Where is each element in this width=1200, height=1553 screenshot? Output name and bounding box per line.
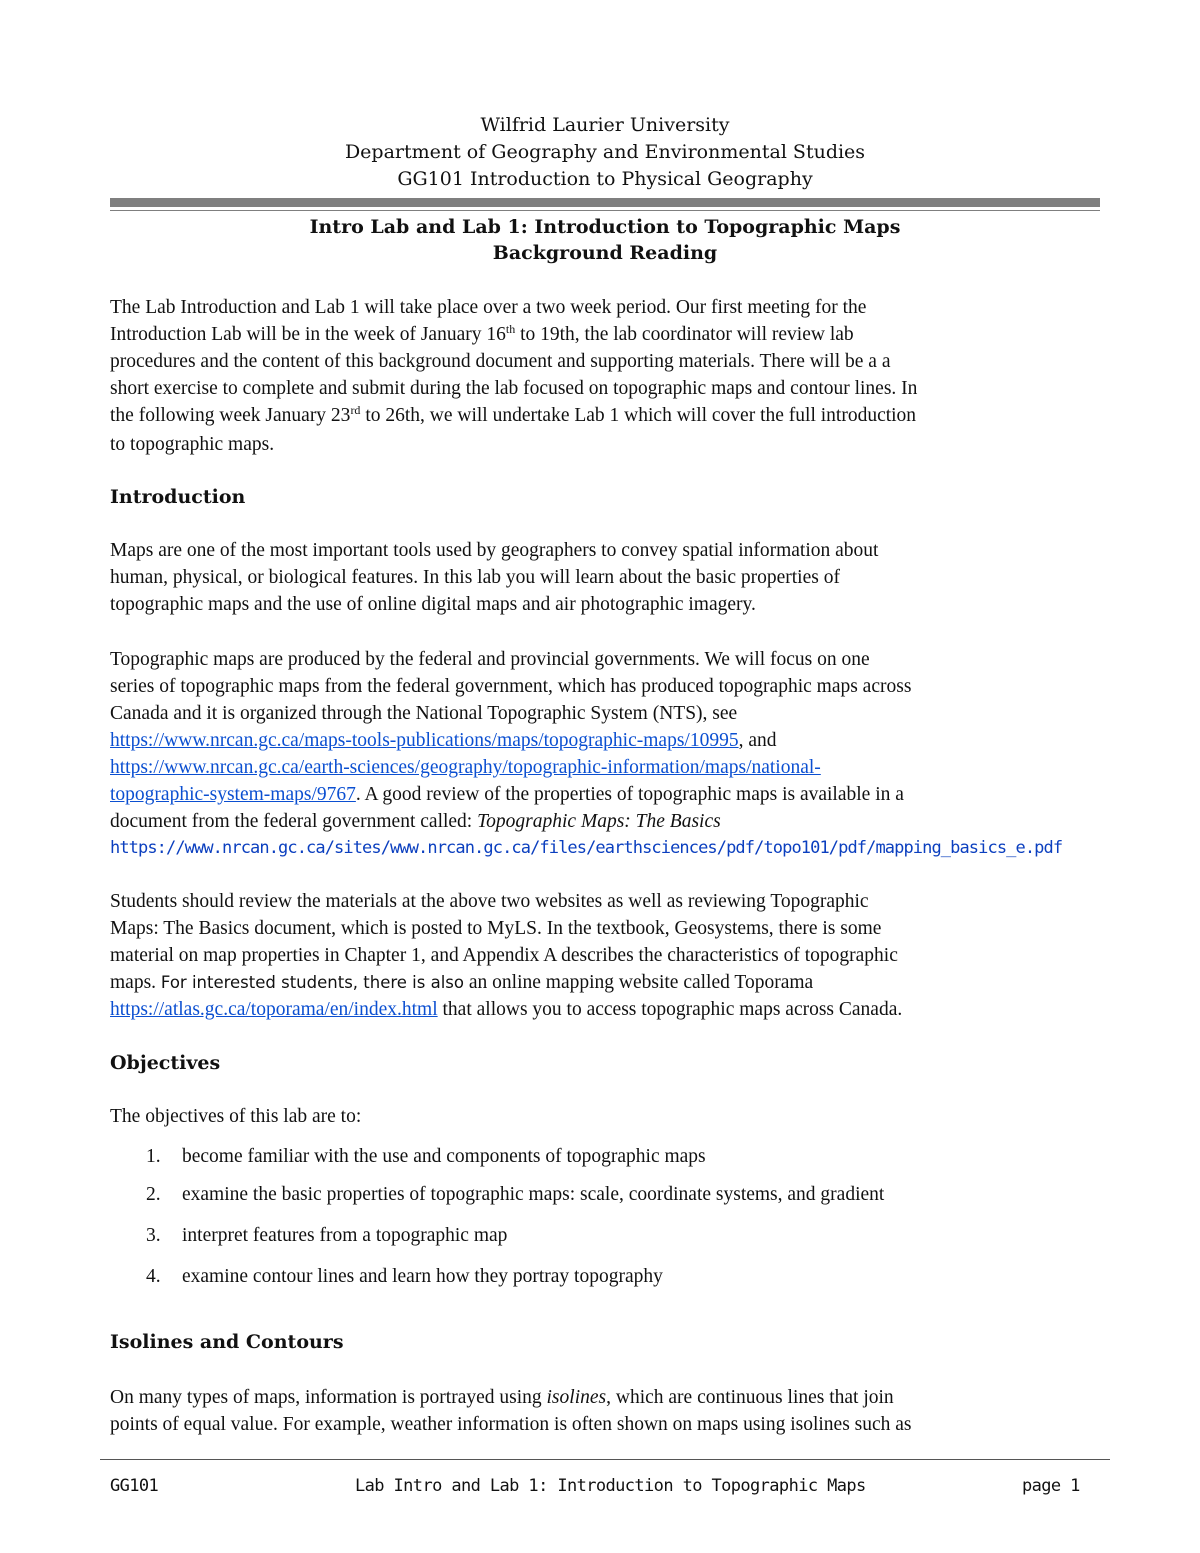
list-item-number: 2.: [146, 1184, 161, 1205]
nts-topographic-maps-link[interactable]: https://www.nrcan.gc.ca/maps-tools-publications/maps/topographic-maps/10995: [110, 730, 739, 751]
text-line: material on map properties in Chapter 1, and Appendix A describes the characteristics of topographic: [110, 945, 898, 966]
document-subtitle: Background Reading: [492, 242, 718, 264]
footer-course-code: GG101: [110, 1476, 159, 1496]
text-span: to 26th, we will undertake Lab 1 which will cover the full introduction: [360, 405, 917, 426]
text-line: human, physical, or biological features. In this lab you will learn about the basic properties of: [110, 567, 840, 588]
text-span: to 19th, the lab coordinator will review lab: [515, 324, 854, 345]
text-line: [110, 835, 1062, 862]
text-line: Canada and it is organized through the National Topographic System (NTS), see: [110, 703, 738, 724]
text-line: [110, 1384, 894, 1411]
text-line: The Lab Introduction and Lab 1 will take place over a two week period. Our first meeting for the: [110, 297, 867, 318]
list-item-number: 4.: [146, 1266, 161, 1287]
footer-document-title: Lab Intro and Lab 1: Introduction to Topographic Maps: [355, 1476, 866, 1496]
header-department: Department of Geography and Environmental Studies: [344, 141, 866, 163]
text-span: For interested students, there is also: [160, 973, 464, 992]
text-span: , which are continuous lines that join: [606, 1387, 894, 1408]
text-span: maps.: [110, 972, 161, 993]
list-item-number: 3.: [146, 1225, 161, 1246]
nts-system-maps-link[interactable]: https://www.nrcan.gc.ca/earth-sciences/geography/topographic-information/maps/national-: [110, 757, 821, 778]
section-heading-isolines: Isolines and Contours: [110, 1331, 344, 1353]
text-line: [110, 727, 776, 754]
text-line: procedures and the content of this background document and supporting materials. There will be a a: [110, 351, 891, 372]
text-line: points of equal value. For example, weather information is often shown on maps using isolines such as: [110, 1414, 912, 1435]
text-line: short exercise to complete and submit during the lab focused on topographic maps and contour lines. In: [110, 378, 918, 399]
header-course: GG101 Introduction to Physical Geography: [397, 168, 813, 190]
text-span: Introduction Lab will be in the week of January 16: [110, 324, 506, 345]
superscript: th: [505, 322, 516, 336]
objectives-lead: The objectives of this lab are to:: [110, 1106, 362, 1127]
text-line: [110, 969, 813, 996]
header-rule-thick: [110, 198, 1100, 207]
nts-system-maps-link-continued[interactable]: topographic-system-maps/9767: [110, 784, 356, 805]
text-line: [110, 808, 721, 835]
document-title: Intro Lab and Lab 1: Introduction to Topographic Maps: [309, 216, 901, 238]
footer-rule: [100, 1459, 1110, 1460]
document-title-italic: Topographic Maps: The Basics: [477, 811, 721, 832]
text-line: [110, 321, 854, 348]
text-line: to topographic maps.: [110, 434, 275, 455]
document-page: [110, 0, 1100, 1553]
list-item-number: 1.: [146, 1146, 161, 1167]
text-line: Students should review the materials at the above two websites as well as reviewing Topographic: [110, 891, 869, 912]
text-span: that allows you to access topographic maps across Canada.: [437, 999, 903, 1020]
text-line: [110, 754, 821, 781]
list-item: examine contour lines and learn how they portray topography: [182, 1266, 663, 1287]
text-span: On many types of maps, information is portrayed using: [110, 1387, 547, 1408]
text-line: topographic maps and the use of online digital maps and air photographic imagery.: [110, 594, 756, 615]
text-line: series of topographic maps from the federal government, which has produced topographic maps across: [110, 676, 912, 697]
section-heading-introduction: Introduction: [110, 486, 246, 508]
footer-page-number: page 1: [1022, 1476, 1080, 1496]
text-span: document from the federal government called:: [110, 811, 478, 832]
text-line: [110, 781, 904, 808]
header-university: Wilfrid Laurier University: [480, 114, 730, 136]
text-line: Maps: The Basics document, which is posted to MyLS. In the textbook, Geosystems, there is some: [110, 918, 882, 939]
text-line: [110, 402, 916, 429]
list-item: interpret features from a topographic map: [182, 1225, 508, 1246]
text-span: the following week January 23: [110, 405, 351, 426]
section-heading-objectives: Objectives: [110, 1052, 221, 1074]
header-rule-thin: [110, 210, 1100, 211]
text-line: [110, 996, 902, 1023]
emphasis-term: isolines: [546, 1387, 607, 1408]
text-line: Maps are one of the most important tools used by geographers to convey spatial information about: [110, 540, 879, 561]
mapping-basics-pdf-link[interactable]: https://www.nrcan.gc.ca/sites/www.nrcan.gc.ca/files/earthsciences/pdf/topo101/pdf/mapping_basics_e.pdf: [110, 838, 1063, 858]
text-span: , and: [738, 730, 777, 751]
text-line: Topographic maps are produced by the federal and provincial governments. We will focus on one: [110, 649, 870, 670]
text-span: an online mapping website called Toporama: [464, 972, 814, 993]
superscript: rd: [350, 403, 361, 417]
list-item: examine the basic properties of topographic maps: scale, coordinate systems, and gradient: [182, 1184, 885, 1205]
toporama-link[interactable]: https://atlas.gc.ca/toporama/en/index.html: [110, 999, 438, 1020]
text-span: . A good review of the properties of topographic maps is available in a: [355, 784, 904, 805]
list-item: become familiar with the use and components of topographic maps: [182, 1146, 706, 1167]
